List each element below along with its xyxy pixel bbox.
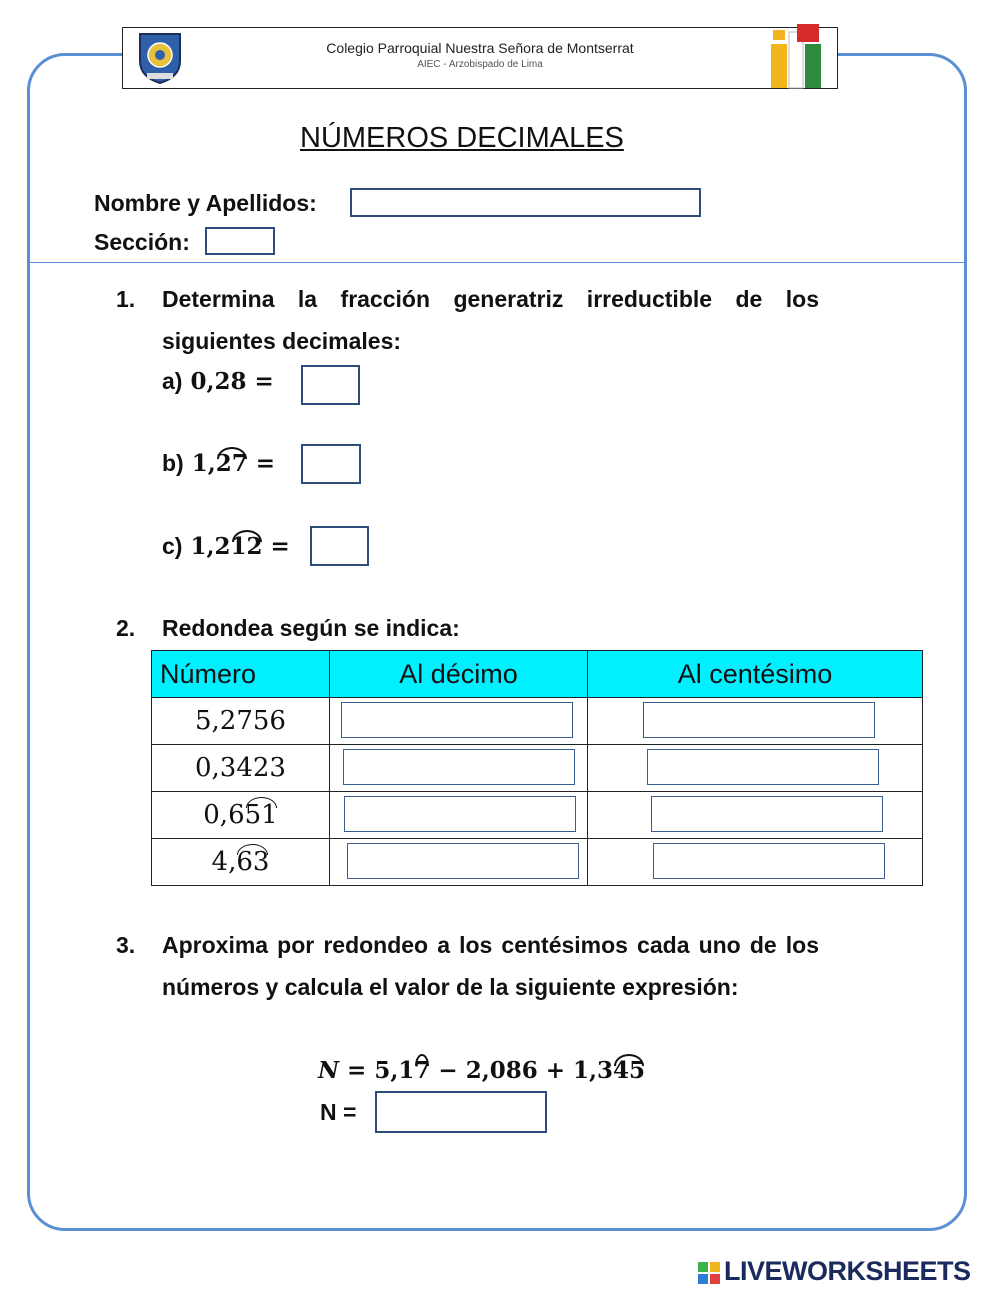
table-row bbox=[152, 792, 923, 839]
q1-item-a-label: a) bbox=[162, 368, 183, 394]
decimo-input[interactable] bbox=[341, 702, 573, 738]
q1-item-c-int: 1, bbox=[190, 533, 215, 560]
header-decimo: Al décimo bbox=[330, 651, 588, 698]
q1-item-c-digits: 2 bbox=[214, 533, 231, 560]
number-cell bbox=[152, 745, 330, 792]
centesimo-cell bbox=[588, 745, 923, 792]
expr-term3-periodic: 45 bbox=[613, 1057, 646, 1084]
header-centesimo: Al centésimo bbox=[588, 651, 923, 698]
centesimo-cell bbox=[588, 792, 923, 839]
liveworksheets-text: LIVEWORKSHEETS bbox=[724, 1256, 971, 1286]
archdiocese-name: AIEC - Arzobispado de Lima bbox=[417, 59, 543, 70]
q1-item-c bbox=[162, 533, 290, 560]
number-value: 4, bbox=[211, 847, 237, 877]
number-cell bbox=[152, 839, 330, 886]
centesimo-input[interactable] bbox=[643, 702, 875, 738]
question-1-number: 1. bbox=[116, 286, 136, 312]
decimo-input[interactable] bbox=[347, 843, 579, 879]
table-row bbox=[152, 698, 923, 745]
expr-equals: = bbox=[347, 1057, 367, 1084]
decimo-input[interactable] bbox=[343, 749, 575, 785]
q1-item-a bbox=[162, 368, 274, 395]
centesimo-cell bbox=[588, 698, 923, 745]
liveworksheets-logo[interactable] bbox=[698, 1256, 971, 1287]
decimo-cell bbox=[330, 698, 588, 745]
number-cell bbox=[152, 792, 330, 839]
q1-item-c-periodic: 12 bbox=[230, 533, 263, 560]
q1-item-a-int: 0, bbox=[190, 368, 215, 395]
expr-term3: 1,3 bbox=[573, 1057, 614, 1084]
worksheet-title: NÚMEROS DECIMALES bbox=[300, 122, 624, 154]
number-periodic: 63 bbox=[236, 847, 270, 877]
expr-term1: 5,1 bbox=[374, 1057, 415, 1084]
expr-lhs: N bbox=[318, 1057, 340, 1084]
question-3-text: Aproxima por redondeo a los centésimos cada uno de los números y calcula el valor de la siguiente expresión: bbox=[162, 932, 819, 1000]
name-input[interactable] bbox=[350, 188, 701, 217]
decimo-cell bbox=[330, 792, 588, 839]
table-header-row bbox=[152, 651, 923, 698]
q1-answer-c-input[interactable] bbox=[310, 526, 369, 566]
n-answer-input[interactable] bbox=[375, 1091, 547, 1133]
centesimo-input[interactable] bbox=[653, 843, 885, 879]
expr-plus: + bbox=[545, 1057, 566, 1084]
number-cell bbox=[152, 698, 330, 745]
centesimo-cell bbox=[588, 839, 923, 886]
number-periodic: 51 bbox=[244, 800, 278, 830]
q1-item-b-label: b) bbox=[162, 450, 184, 476]
number-value: 5,2756 bbox=[195, 706, 286, 736]
section-label: Sección: bbox=[94, 229, 190, 255]
decimo-cell bbox=[330, 839, 588, 886]
q1-item-c-label: c) bbox=[162, 533, 183, 559]
expr-minus: − bbox=[438, 1057, 458, 1084]
q1-item-b bbox=[162, 450, 275, 477]
rounding-table bbox=[151, 650, 923, 886]
q1-item-b-int: 1, bbox=[191, 450, 216, 477]
decimo-input[interactable] bbox=[344, 796, 576, 832]
q1-answer-b-input[interactable] bbox=[301, 444, 361, 484]
header-divider bbox=[30, 262, 965, 263]
question-1-text: Determina la fracción generatriz irreductible de los siguientes decimales: bbox=[162, 286, 819, 354]
expr-term1-periodic: 7 bbox=[414, 1057, 431, 1084]
centesimo-input[interactable] bbox=[647, 749, 879, 785]
n-answer-label: N = bbox=[320, 1099, 357, 1125]
q1-item-c-equals: = bbox=[270, 533, 290, 560]
decimo-cell bbox=[330, 745, 588, 792]
question-3-number: 3. bbox=[116, 932, 136, 958]
q1-item-b-periodic: 27 bbox=[215, 450, 248, 477]
q3-expression bbox=[318, 1057, 645, 1084]
name-label: Nombre y Apellidos: bbox=[94, 190, 317, 216]
institution-logo-icon bbox=[771, 24, 821, 90]
liveworksheets-icon bbox=[698, 1262, 720, 1284]
table-row bbox=[152, 745, 923, 792]
number-value: 0,6 bbox=[203, 800, 245, 830]
q1-item-a-digits: 28 bbox=[214, 368, 247, 395]
header-numero: Número bbox=[152, 651, 330, 698]
number-value: 0,3423 bbox=[195, 753, 286, 783]
school-header bbox=[122, 27, 838, 89]
table-row bbox=[152, 839, 923, 886]
q1-answer-a-input[interactable] bbox=[301, 365, 360, 405]
q1-item-a-equals: = bbox=[254, 368, 274, 395]
expr-term2: 2,086 bbox=[465, 1057, 538, 1084]
section-input[interactable] bbox=[205, 227, 275, 255]
question-2-number: 2. bbox=[116, 615, 136, 641]
centesimo-input[interactable] bbox=[651, 796, 883, 832]
question-2-text: Redondea según se indica: bbox=[162, 615, 460, 641]
q1-item-b-equals: = bbox=[255, 450, 276, 477]
school-name: Colegio Parroquial Nuestra Señora de Montserrat bbox=[326, 40, 634, 56]
